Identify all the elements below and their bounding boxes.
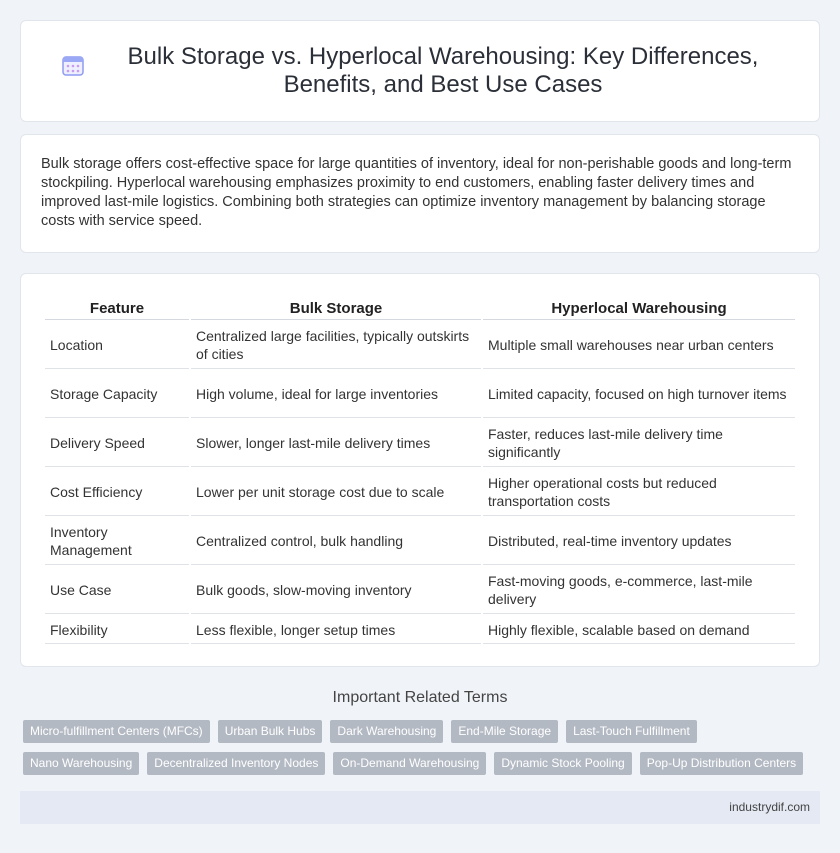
header-feature: Feature (45, 298, 189, 320)
term-tag[interactable]: Last-Touch Fulfillment (566, 720, 697, 743)
row-feature: Location (45, 322, 189, 369)
row-hyperlocal: Fast-moving goods, e-commerce, last-mile delivery (483, 567, 795, 614)
row-feature: Cost Efficiency (45, 469, 189, 516)
term-tag[interactable]: Pop-Up Distribution Centers (640, 752, 803, 775)
term-tag[interactable]: Decentralized Inventory Nodes (147, 752, 325, 775)
comparison-card (20, 273, 820, 667)
row-bulk: Centralized large facilities, typically outskirts of cities (191, 322, 481, 369)
table-row (45, 322, 795, 369)
table-row (45, 371, 795, 418)
title-card (20, 20, 820, 122)
related-terms-tags (23, 720, 820, 775)
term-tag[interactable]: Dark Warehousing (330, 720, 443, 743)
term-tag[interactable]: Dynamic Stock Pooling (494, 752, 631, 775)
row-hyperlocal: Higher operational costs but reduced transportation costs (483, 469, 795, 516)
table-row (45, 518, 795, 565)
calendar-icon (61, 53, 85, 77)
row-feature: Storage Capacity (45, 371, 189, 418)
row-hyperlocal: Limited capacity, focused on high turnover items (483, 371, 795, 418)
row-hyperlocal: Highly flexible, scalable based on demand (483, 616, 795, 644)
row-feature: Delivery Speed (45, 420, 189, 467)
table-row (45, 469, 795, 516)
table-header-row (45, 298, 795, 320)
row-hyperlocal: Multiple small warehouses near urban centers (483, 322, 795, 369)
term-tag[interactable]: Micro-fulfillment Centers (MFCs) (23, 720, 210, 743)
header-hyperlocal: Hyperlocal Warehousing (483, 298, 795, 320)
term-tag[interactable]: Nano Warehousing (23, 752, 139, 775)
page-title: Bulk Storage vs. Hyperlocal Warehousing: Key Differences, Benefits, and Best Use Cases (127, 43, 759, 98)
table-row (45, 420, 795, 467)
term-tag[interactable]: On-Demand Warehousing (333, 752, 486, 775)
row-feature: Use Case (45, 567, 189, 614)
row-feature: Flexibility (45, 616, 189, 644)
footer-site-link[interactable]: industrydif.com (729, 800, 810, 814)
term-tag[interactable]: Urban Bulk Hubs (218, 720, 323, 743)
row-bulk: Bulk goods, slow-moving inventory (191, 567, 481, 614)
row-bulk: Lower per unit storage cost due to scale (191, 469, 481, 516)
row-bulk: Less flexible, longer setup times (191, 616, 481, 644)
title-wrap (61, 43, 779, 99)
row-bulk: Centralized control, bulk handling (191, 518, 481, 565)
footer (20, 791, 820, 824)
header-bulk-storage: Bulk Storage (191, 298, 481, 320)
term-tag[interactable]: End-Mile Storage (451, 720, 558, 743)
intro-card (20, 134, 820, 253)
related-terms-title: Important Related Terms (332, 689, 508, 706)
table-row (45, 616, 795, 644)
row-bulk: High volume, ideal for large inventories (191, 371, 481, 418)
row-feature: Inventory Management (45, 518, 189, 565)
comparison-table (43, 296, 797, 646)
row-bulk: Slower, longer last-mile delivery times (191, 420, 481, 467)
table-row (45, 567, 795, 614)
row-hyperlocal: Distributed, real-time inventory updates (483, 518, 795, 565)
row-hyperlocal: Faster, reduces last-mile delivery time significantly (483, 420, 795, 467)
intro-text: Bulk storage offers cost-effective space for large quantities of inventory, ideal for non-perishable goods and long-term stockpiling. Hyperlocal warehousing emphasizes proximity to end customers, enabling faster delivery times and improved last-mile logistics. Combining both strategies can optimize inventory management by balancing storage costs with service speed. (41, 156, 792, 229)
